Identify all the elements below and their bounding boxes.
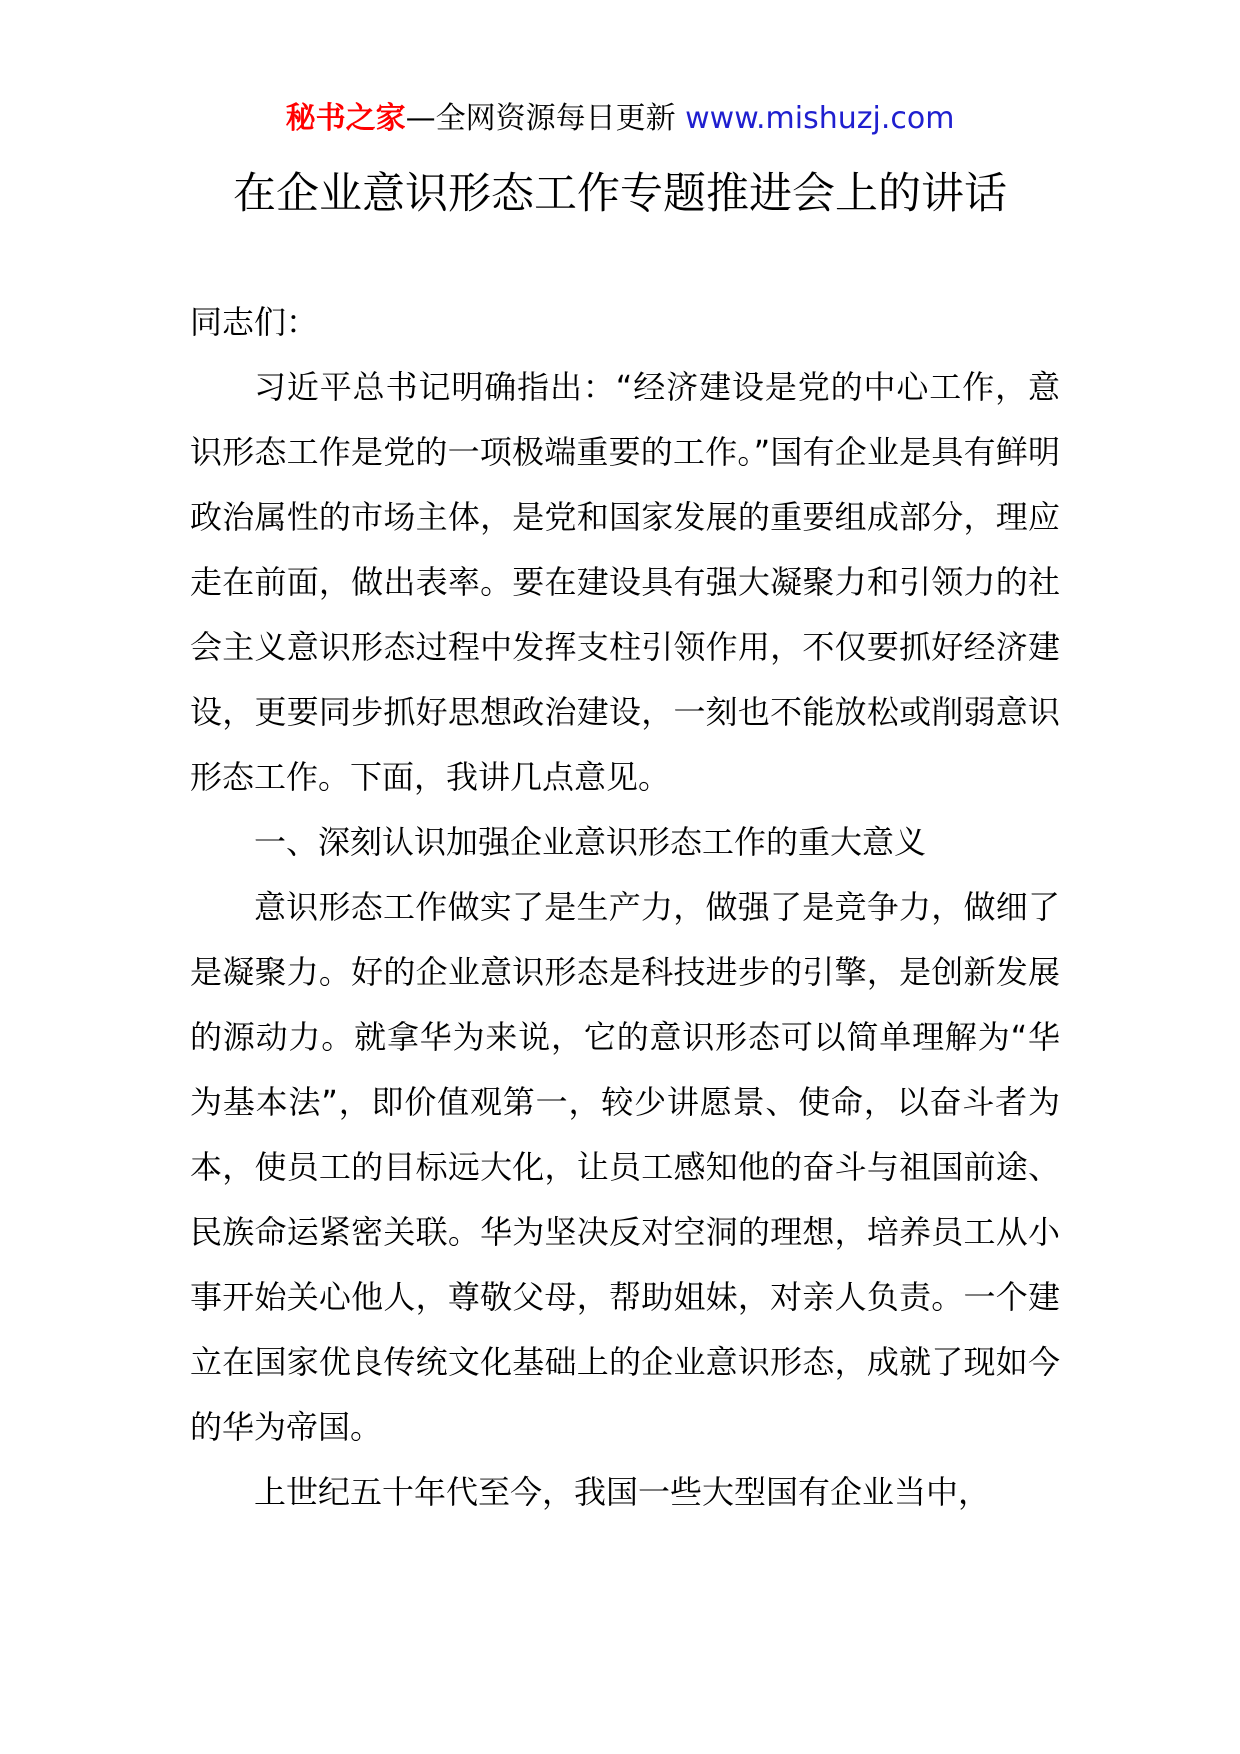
section-heading-1: 一、深刻认识加强企业意识形态工作的重大意义: [254, 823, 927, 861]
header-banner: [0, 98, 1240, 140]
brand-name: 秘书之家: [285, 101, 406, 136]
header-slogan: —全网资源每日更新: [405, 101, 686, 136]
paragraph-intro: 习近平总书记明确指出：“经济建设是党的中心工作，意识形态工作是党的一项极端重要的工作。”国有企业是具有鲜明政治属性的市场主体，是党和国家发展的重要组成部分，理应走在前面，做出表率。要在建设具有强大凝聚力和引领力的社会主义意识形态过程中发挥支柱引领作用，不仅要抓好经济建设，更要同步抓好思想政治建设，一刻也不能放松或削弱意识形态工作。下面，我讲几点意见。: [190, 368, 1060, 796]
paragraph-body-2: 上世纪五十年代至今，我国一些大型国有企业当中，: [254, 1473, 991, 1511]
website-link[interactable]: www.mishuzj.com: [685, 101, 955, 136]
salutation: 同志们：: [190, 303, 319, 341]
paragraph-body-1: 意识形态工作做实了是生产力，做强了是竞争力，做细了是凝聚力。好的企业意识形态是科技进步的引擎，是创新发展的源动力。就拿华为来说，它的意识形态可以简单理解为“华为基本法”，即价值观第一，较少讲愿景、使命，以奋斗者为本，使员工的目标远大化，让员工感知他的奋斗与祖国前途、民族命运紧密关联。华为坚决反对空洞的理想，培养员工从小事开始关心他人，尊敬父母，帮助姐妹，对亲人负责。一个建立在国家优良传统文化基础上的企业意识形态，成就了现如今的华为帝国。: [190, 888, 1060, 1446]
document-title: 在企业意识形态工作专题推进会上的讲话: [233, 169, 1007, 219]
document-body: [190, 290, 1060, 1525]
